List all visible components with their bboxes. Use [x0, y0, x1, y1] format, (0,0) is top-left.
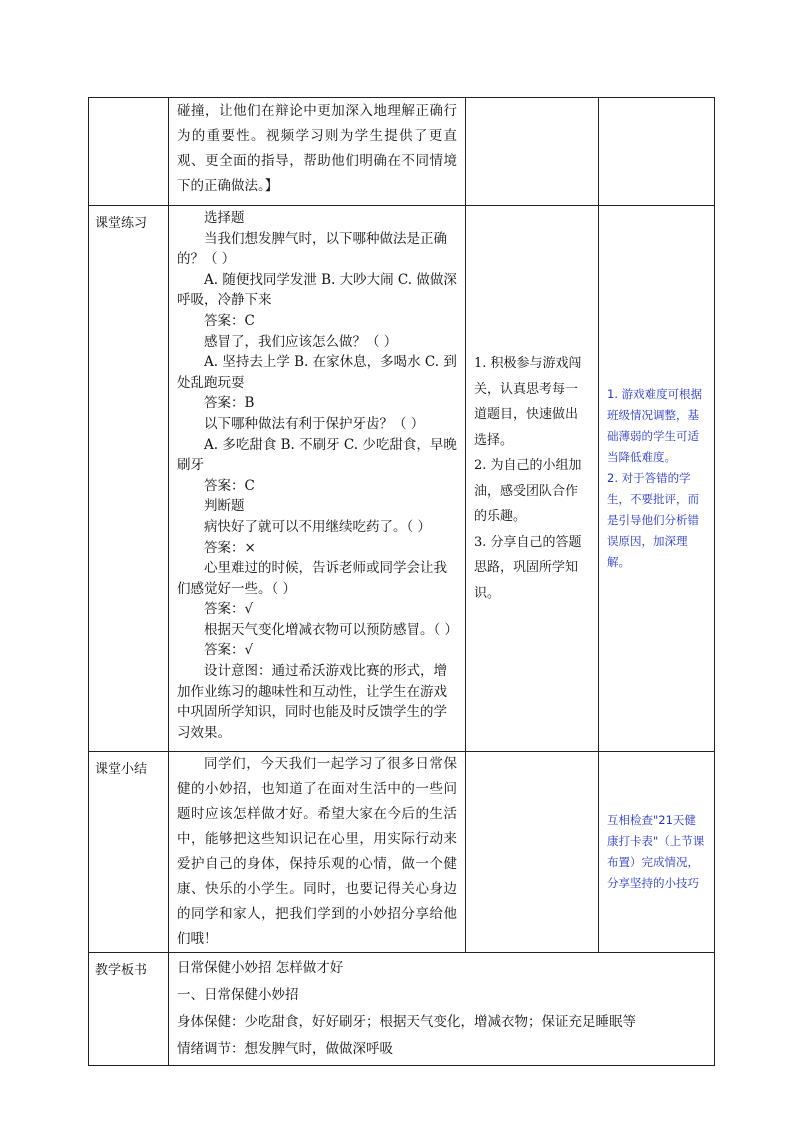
summary-student-cell [466, 752, 599, 953]
practice-line: 判断题 [204, 498, 245, 515]
summary-content-cell [169, 752, 466, 953]
summary-text: 同学们，今天我们一起学习了很多日常保健的小妙招，也知道了在面对生活中的一些问题时应该怎样做才好。希望大家在今后的生活中，能够把这些知识记在心里，用实际行动来爱护自己的身体，保持乐观的心情，做一个健康、快乐的小学生。同时，也要记得关心身边的同学和家人，把我们学到的小妙招分享给他们哦！ [177, 756, 457, 947]
practice-row [89, 206, 715, 752]
practice-student-cell [466, 206, 599, 752]
continuation-student-cell [466, 98, 599, 206]
practice-line: 感冒了，我们应该怎么做？（ ） [204, 333, 398, 350]
student-activity-3: 3. 分享自己的答题思路，巩固所学知识。 [474, 534, 582, 601]
practice-line: 答案：C [204, 312, 255, 329]
lesson-plan-table [88, 97, 715, 1066]
practice-line: 选择题 [204, 210, 245, 226]
summary-row [89, 752, 715, 953]
summary-label: 课堂小结 [89, 752, 169, 953]
practice-label: 课堂练习 [89, 206, 169, 752]
board-heading: 一、日常保健小妙招 [177, 987, 299, 1003]
continuation-label-cell [89, 98, 169, 206]
practice-line: 答案：√ [204, 601, 254, 618]
practice-line: 答案：B [204, 395, 255, 412]
board-line: 身体保健：少吃甜食，好好刷牙；根据天气变化，增减衣物；保证充足睡眠等 [177, 1014, 636, 1030]
practice-line: A. 多吃甜食 B. 不刷牙 C. 少吃甜食，早晚刷牙 [177, 436, 457, 474]
practice-line: 以下哪种做法有利于保护牙齿？（ ） [204, 415, 425, 432]
teaching-note-2: 2. 对于答错的学生，不要批评，而是引导他们分析错误原因，加深理解。 [607, 471, 699, 569]
practice-line: A. 随便找同学发泄 B. 大吵大闹 C. 做做深呼吸，冷静下来 [177, 271, 457, 309]
continuation-note-cell [599, 98, 715, 206]
practice-note-cell [599, 206, 715, 752]
practice-line: 病快好了就可以不用继续吃药了。（ ） [204, 518, 432, 535]
board-content-cell [169, 953, 715, 1066]
student-activity-1: 1. 积极参与游戏闯关，认真思考每一道题目，快速做出选择。 [474, 356, 582, 448]
board-title: 日常保健小妙招 怎样做才好 [177, 960, 344, 976]
practice-line: A. 坚持去上学 B. 在家休息，多喝水 C. 到处乱跑玩耍 [177, 354, 457, 391]
board-row [89, 953, 715, 1066]
continuation-row [89, 98, 715, 206]
board-label: 教学板书 [89, 953, 169, 1066]
practice-line: 根据天气变化增减衣物可以预防感冒。（ ） [204, 621, 459, 638]
design-intent: 设计意图：通过希沃游戏比赛的形式，增加作业练习的趣味性和互动性，让学生在游戏中巩固所学知识，同时也能及时反馈学生的学习效果。 [177, 663, 447, 741]
practice-line: 答案：× [204, 539, 256, 556]
board-lines [169, 953, 714, 1065]
student-activity-2: 2. 为自己的小组加油，感受团队合作的乐趣。 [474, 458, 582, 524]
teaching-note-1: 1. 游戏难度可根据班级情况调整，基础薄弱的学生可适当降低难度。 [607, 387, 703, 464]
practice-lines [169, 206, 465, 743]
continuation-content-cell [169, 98, 466, 206]
practice-line: 答案：√ [204, 642, 254, 659]
practice-line: 当我们想发脾气时，以下哪种做法是正确的？（ ） [177, 230, 447, 268]
continuation-text: 碰撞，让他们在辩论中更加深入地理解正确行为的重要性。视频学习则为学生提供了更直观、更全面的指导，帮助他们明确在不同情境下的正确做法。】 [177, 103, 457, 194]
practice-line: 答案：C [204, 477, 255, 494]
summary-note: 互相检查"21天健康打卡表"（上节课布置）完成情况，分享坚持的小技巧 [607, 813, 705, 890]
summary-note-cell [599, 752, 715, 953]
board-line: 情绪调节：想发脾气时，做做深呼吸 [177, 1041, 393, 1057]
practice-line: 心里难过的时候，告诉老师或同学会让我们感觉好一些。（ ） [177, 560, 447, 597]
practice-content-cell [169, 206, 466, 752]
